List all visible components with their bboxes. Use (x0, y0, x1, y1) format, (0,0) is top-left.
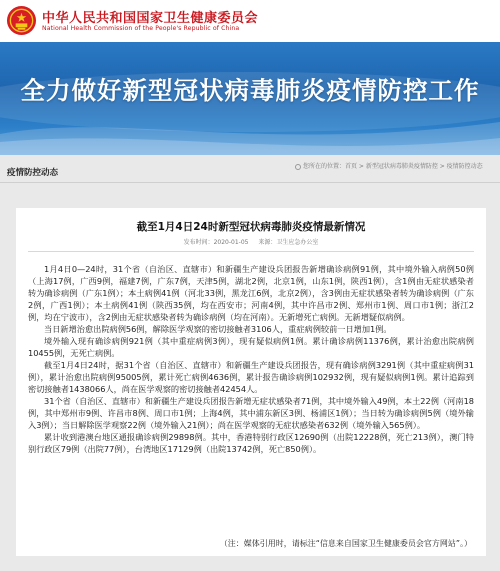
site-header (0, 0, 500, 42)
article-body (28, 263, 474, 455)
national-emblem-icon (6, 5, 37, 36)
article-paragraph: 境外输入现有确诊病例921例（其中重症病例3例），现有疑似病例1例。累计确诊病例11376例，累计治愈出院病例10455例，无死亡病例。 (28, 336, 474, 358)
breadcrumb-text[interactable]: 您所在的位置：首页 > 新型冠状病毒肺炎疫情防控 > 疫情防控动态 (303, 163, 483, 170)
article-source: 来源：卫生应急办公室 (258, 239, 319, 246)
article-paragraph: 截至1月4日24时，据31个省（自治区、直辖市）和新疆生产建设兵团报告，现有确诊病例3291例（其中重症病例31例），累计治愈出院病例95005例，累计死亡病例4636例，累计报告确诊病例102932例，现有疑似病例1例。累计追踪到密切接触者1438066人，尚在医学观察的密切接触者42454人。 (28, 360, 474, 394)
article-paragraph: 1月4日0—24时，31个省（自治区、直辖市）和新疆生产建设兵团报告新增确诊病例91例，其中境外输入病例50例（上海17例，广西9例，福建7例，广东7例，天津5例，湖北2例，北京1例，山东1例，陕西1例），含1例由无症状感染者转为确诊病例（广东1例）；本土病例41例（河北33例，黑龙江6例，北京2例），含3例由无症状感染者转为确诊病例（广东2例，广西1例）；本土病例41例（陕西35例，均在西安市；河南4例，其中许昌市2例、郑州市1例、周口市1例；浙江2例，均在宁波市），含2例由无症状感染者转为确诊病例（均在河南）。无新增死亡病例。无新增疑似病例。 (28, 264, 474, 322)
site-name-cn[interactable]: 中华人民共和国国家卫生健康委员会 (42, 11, 259, 26)
article-meta (16, 237, 486, 246)
section-divider (0, 182, 500, 183)
banner-title: 全力做好新型冠状病毒肺炎疫情防控工作 (20, 76, 480, 105)
title-divider (28, 251, 474, 252)
location-icon (295, 164, 301, 170)
citation-note: （注：媒体引用时，请标注“信息来自国家卫生健康委员会官方网站”。） (219, 539, 472, 548)
article-paragraph: 当日新增治愈出院病例56例，解除医学观察的密切接触者3106人，重症病例较前一日增加1例。 (44, 324, 392, 334)
article-paragraph: 累计收到港澳台地区通报确诊病例29898例。其中，香港特别行政区12690例（出院12228例，死亡213例），澳门特别行政区79例（出院77例），台湾地区17129例（出院13742例，死亡850例）。 (28, 432, 474, 454)
section-title[interactable]: 疫情防控动态 (7, 168, 59, 178)
article-paragraph: 31个省（自治区、直辖市）和新疆生产建设兵团报告新增无症状感染者71例，其中境外输入49例，本土22例（河南18例，其中郑州市9例、许昌市8例、周口市1例；上海4例，其中浦东新区3例、杨浦区1例）；当日转为确诊病例5例（境外输入3例）；当日解除医学观察22例（境外输入21例）；尚在医学观察的无症状感染者632例（境外输入565例）。 (28, 396, 474, 430)
article-card (16, 208, 486, 556)
breadcrumb[interactable] (295, 161, 483, 170)
publish-date: 发布时间：2020-01-05 (183, 239, 249, 246)
article-title: 截至1月4日24时新型冠状病毒肺炎疫情最新情况 (136, 221, 366, 233)
campaign-banner (0, 42, 500, 155)
site-name-en[interactable]: National Health Commission of the People's Republic of China (42, 25, 240, 32)
